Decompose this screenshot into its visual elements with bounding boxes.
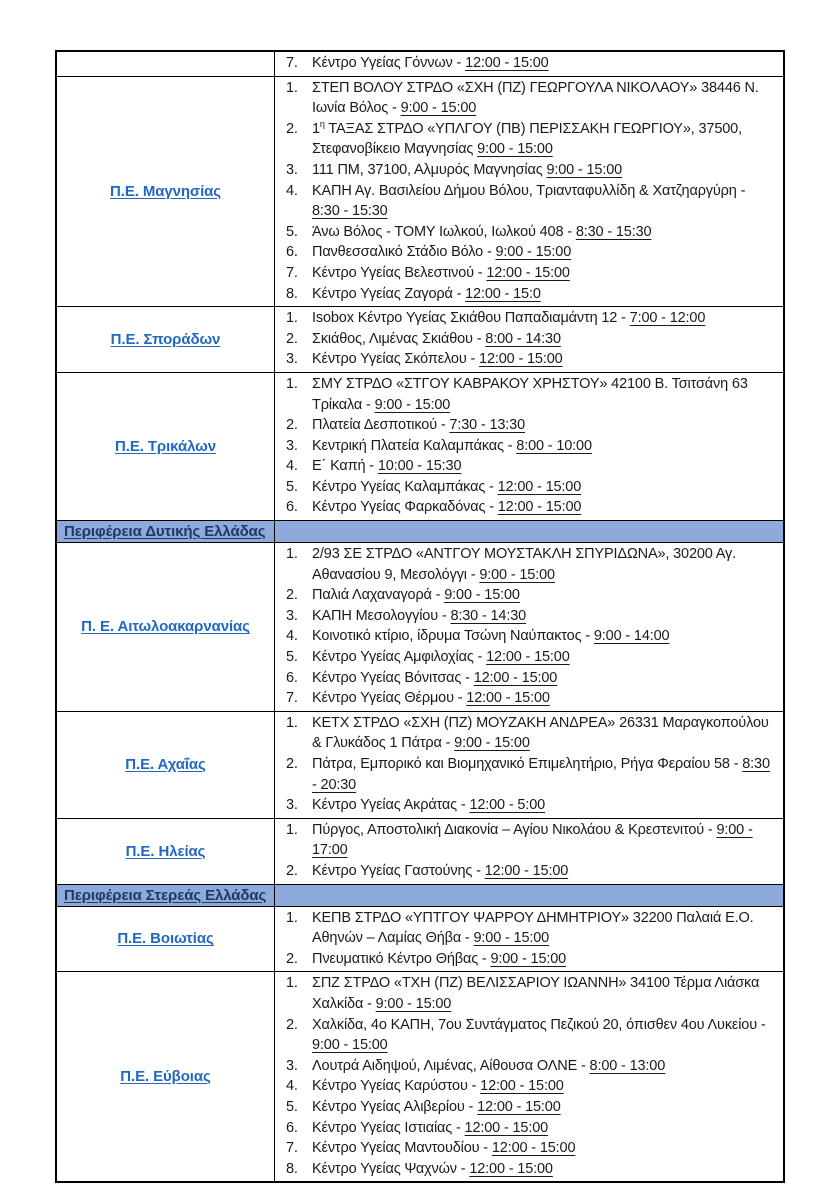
- item-text: Πνευματικό Κέντρο Θήβας - 9:00 - 15:00: [312, 950, 567, 967]
- item-text: Κέντρο Υγείας Θέρμου - 12:00 - 15:00: [312, 690, 550, 707]
- item-time: 12:00 - 15:00: [484, 862, 569, 879]
- item-number: 2.: [286, 862, 298, 879]
- item-text: Κέντρο Υγείας Αμφιλοχίας - 12:00 - 15:00: [312, 649, 570, 666]
- item-time: 12:00 - 15:00: [473, 669, 558, 686]
- list-item: [275, 973, 771, 1014]
- item-number: 8.: [286, 285, 298, 302]
- item-time: 7:30 - 13:30: [449, 417, 526, 434]
- list-item: [275, 754, 771, 795]
- item-text: Κέντρο Υγείας Βόνιτσας - 12:00 - 15:00: [312, 669, 558, 686]
- region-cell: [57, 307, 275, 372]
- item-number: 3.: [286, 797, 298, 814]
- item-text: ΚΑΠΗ Αγ. Βασιλείου Δήμου Βόλου, Τριανταφυλλίδη & Χατζηαργύρη - 8:30 - 15:30: [312, 182, 746, 220]
- item-time: 12:00 - 15:00: [497, 478, 582, 495]
- item-time: 9:00 - 14:00: [593, 628, 670, 645]
- list-item: [275, 78, 771, 119]
- list-item: [275, 284, 771, 305]
- item-number: 6.: [286, 1119, 298, 1136]
- item-time: 9:00 - 15:00: [374, 396, 451, 413]
- list-item: [275, 119, 771, 160]
- list-item: [275, 647, 771, 668]
- region-label[interactable]: Π.Ε. Αχαΐας: [125, 756, 206, 774]
- region-label[interactable]: Π.Ε. Τρικάλων: [115, 437, 216, 455]
- table-row: [57, 972, 783, 1181]
- item-number: 5.: [286, 223, 298, 240]
- item-text: Κέντρο Υγείας Ιστιαίας - 12:00 - 15:00: [312, 1119, 549, 1136]
- item-text: Άνω Βόλος - ΤΟΜΥ Ιωλκού, Ιωλκού 408 - 8:30 - 15:30: [312, 223, 652, 240]
- section-band-row: [57, 521, 783, 543]
- schedule-table: [55, 50, 785, 1183]
- region-label[interactable]: Π.Ε. Βοιωτίας: [117, 930, 214, 948]
- list-item: [275, 374, 771, 415]
- item-number: 3.: [286, 437, 298, 454]
- list-item: [275, 820, 771, 861]
- item-time: 12:00 - 15:00: [486, 649, 570, 666]
- item-time: 12:00 - 15:00: [491, 1140, 576, 1157]
- item-text: Παλιά Λαχαναγορά - 9:00 - 15:00: [312, 587, 520, 604]
- item-number: 3.: [286, 607, 298, 624]
- region-cell: [57, 907, 275, 972]
- item-text: Κέντρο Υγείας Βελεστινού - 12:00 - 15:00: [312, 264, 570, 281]
- item-number: 6.: [286, 669, 298, 686]
- item-number: 1.: [286, 79, 298, 96]
- list-item: [275, 436, 771, 457]
- item-text: Ε΄ Καπή - 10:00 - 15:30: [312, 458, 462, 475]
- item-number: 7.: [286, 1140, 298, 1157]
- item-time: 8:30 - 15:30: [312, 203, 388, 220]
- item-time: 12:00 - 15:00: [486, 264, 570, 281]
- list-item: [275, 795, 771, 816]
- item-time: 8:00 - 13:00: [589, 1057, 666, 1074]
- item-text: Κέντρο Υγείας Αλιβερίου - 12:00 - 15:00: [312, 1098, 561, 1115]
- list-item: [275, 713, 771, 754]
- items-cell: [275, 373, 783, 520]
- list-item: [275, 668, 771, 689]
- item-text: Κεντρική Πλατεία Καλαμπάκας - 8:00 - 10:00: [312, 437, 592, 454]
- item-number: 3.: [286, 161, 298, 178]
- region-cell: [57, 373, 275, 520]
- list-item: [275, 181, 771, 222]
- items-cell: [275, 972, 783, 1181]
- item-number: 6.: [286, 244, 298, 261]
- list-item: [275, 688, 771, 709]
- item-text: Κέντρο Υγείας Καρύστου - 12:00 - 15:00: [312, 1078, 564, 1095]
- list-item: [275, 349, 771, 370]
- list-item: [275, 1138, 771, 1159]
- item-time: 9:00 - 15:00: [312, 1037, 388, 1054]
- items-cell: [275, 77, 783, 307]
- item-time: 12:00 - 15:00: [469, 1160, 553, 1177]
- item-number: 4.: [286, 1078, 298, 1095]
- list-item: [275, 263, 771, 284]
- list-item: [275, 477, 771, 498]
- items-cell: [275, 307, 783, 372]
- item-number: 1.: [286, 909, 298, 926]
- item-text: 111 ΠΜ, 37100, Αλμυρός Μαγνησίας 9:00 - 15:00: [312, 161, 623, 178]
- list-item: [275, 1097, 771, 1118]
- item-number: 1.: [286, 821, 298, 838]
- list-item: [275, 53, 771, 74]
- item-time: 9:00 - 15:00: [495, 244, 572, 261]
- item-text: Κέντρο Υγείας Γαστούνης - 12:00 - 15:00: [312, 862, 569, 879]
- item-number: 1.: [286, 375, 298, 392]
- item-text: Πλατεία Δεσποτικού - 7:30 - 13:30: [312, 417, 526, 434]
- section-band-cell: [57, 521, 275, 542]
- items-cell: [275, 819, 783, 884]
- item-number: 2.: [286, 417, 298, 434]
- table-row: [57, 543, 783, 712]
- item-time: 8:30 - 20:30: [312, 756, 770, 793]
- item-time: 9:00 - 15:00: [490, 950, 567, 967]
- item-text: Πάτρα, Εμπορικό και Βιομηχανικό Επιμελητήριο, Ρήγα Φεραίου 58 - 8:30 - 20:30: [312, 756, 770, 793]
- items-cell: [275, 52, 783, 76]
- item-time: 12:00 - 15:00: [497, 499, 582, 516]
- region-label[interactable]: Π.Ε. Μαγνησίας: [110, 182, 221, 200]
- list-item: [275, 861, 771, 882]
- item-number: 2.: [286, 1016, 298, 1033]
- item-number: 5.: [286, 478, 298, 495]
- section-band-row: [57, 885, 783, 907]
- item-text: Πανθεσσαλικό Στάδιο Βόλο - 9:00 - 15:00: [312, 244, 572, 261]
- item-time: 8:30 - 15:30: [575, 223, 652, 240]
- item-time: 9:00 - 15:00: [473, 930, 550, 947]
- item-text: Κέντρο Υγείας Ψαχνών - 12:00 - 15:00: [312, 1160, 553, 1177]
- item-time: 9:00 - 15:00: [546, 161, 623, 178]
- item-time: 9:00 - 15:00: [454, 735, 530, 752]
- item-number: 4.: [286, 628, 298, 645]
- item-number: 3.: [286, 1057, 298, 1074]
- item-number: 6.: [286, 499, 298, 516]
- item-time: 12:00 - 15:00: [465, 55, 549, 71]
- list-item: [275, 160, 771, 181]
- list-item: [275, 606, 771, 627]
- item-number: 1.: [286, 310, 298, 327]
- item-text: ΣΠΖ ΣΤΡΔΟ «ΤΧΗ (ΠΖ) ΒΕΛΙΣΣΑΡΙΟΥ ΙΩΑΝΝΗ» 34100 Τέρμα Λιάσκα Χαλκίδα - 9:00 - 15:00: [312, 975, 760, 1012]
- item-text: ΣΤΕΠ ΒΟΛΟΥ ΣΤΡΔΟ «ΣΧΗ (ΠΖ) ΓΕΩΡΓΟΥΛΑ ΝΙΚΟΛΑΟΥ» 38446 Ν. Ιωνία Βόλος - 9:00 - 15:00: [312, 79, 759, 117]
- table-row: [57, 712, 783, 819]
- item-number: 2.: [286, 330, 298, 347]
- item-number: 2.: [286, 120, 298, 137]
- region-cell: [57, 819, 275, 884]
- list-item: [275, 1076, 771, 1097]
- item-text: ΚΑΠΗ Μεσολογγίου - 8:30 - 14:30: [312, 607, 527, 624]
- item-text: Κέντρο Υγείας Σκόπελου - 12:00 - 15:00: [312, 351, 563, 368]
- list-item: [275, 329, 771, 350]
- section-band-label[interactable]: Περιφέρεια Δυτικής Ελλάδας: [64, 523, 266, 541]
- item-text: Κέντρο Υγείας Ζαγορά - 12:00 - 15:0: [312, 285, 541, 302]
- item-text: 2/93 ΣΕ ΣΤΡΔΟ «ΑΝΤΓΟΥ ΜΟΥΣΤΑΚΛΗ ΣΠΥΡΙΔΩΝΑ», 30200 Αγ. Αθανασίου 9, Μεσολόγγι - 9:00 - 15:00: [312, 546, 737, 583]
- list-item: [275, 626, 771, 647]
- item-time: 12:00 - 15:00: [479, 351, 563, 368]
- item-text: Κέντρο Υγείας Μαντουδίου - 12:00 - 15:00: [312, 1140, 576, 1157]
- item-number: 1.: [286, 546, 298, 563]
- item-number: 1.: [286, 714, 298, 731]
- item-time: 8:00 - 14:30: [485, 330, 561, 347]
- item-text: $1^\eta$ ΤΑΞΑΣ ΣΤΡΔΟ «ΥΠΛΓΟΥ (ΠΒ) ΠΕΡΙΣΣΑΚΗ ΓΕΩΡΓΙΟΥ», 37500, Στεφανοβίκειο Μαγνησίας 9:00 - 15:00: [312, 118, 742, 158]
- section-band-empty-cell: [275, 885, 783, 906]
- region-label[interactable]: Π.Ε. Σποράδων: [110, 331, 221, 349]
- item-time: 12:00 - 15:00: [480, 1078, 564, 1095]
- section-band-cell: [57, 885, 275, 906]
- item-time: 12:00 - 15:0: [465, 285, 541, 302]
- item-time: 12:00 - 15:00: [464, 1119, 549, 1136]
- item-text: Πύργος, Αποστολική Διακονία – Αγίου Νικολάου & Κρεστενιτού - 9:00 - 17:00: [312, 821, 753, 859]
- table-row: [57, 77, 783, 308]
- item-time: 9:00 - 15:00: [375, 995, 452, 1012]
- items-cell: [275, 712, 783, 818]
- item-number: 5.: [286, 649, 298, 666]
- list-item: [275, 1159, 771, 1180]
- table-row: [57, 373, 783, 521]
- list-item: [275, 308, 771, 329]
- table-row: [57, 907, 783, 973]
- item-number: 2.: [286, 756, 298, 772]
- table-row: [57, 307, 783, 373]
- item-time: 12:00 - 15:00: [466, 690, 550, 707]
- item-time: 9:00 - 17:00: [312, 821, 753, 859]
- item-text: Κέντρο Υγείας Γόννων - 12:00 - 15:00: [312, 55, 549, 71]
- item-time: 12:00 - 5:00: [469, 797, 546, 814]
- section-band-label[interactable]: Περιφέρεια Στερεάς Ελλάδας: [64, 886, 267, 904]
- list-item: [275, 415, 771, 436]
- item-number: 2.: [286, 587, 298, 604]
- item-text: ΚΕΤΧ ΣΤΡΔΟ «ΣΧΗ (ΠΖ) ΜΟΥΖΑΚΗ ΑΝΔΡΕΑ» 26331 Μαραγκοπούλου & Γλυκάδος 1 Πάτρα - 9:00 - 15:00: [312, 714, 769, 752]
- list-item: [275, 585, 771, 606]
- item-text: Χαλκίδα, 4ο ΚΑΠΗ, 7ου Συντάγματος Πεζικού 20, όπισθεν 4ου Λυκείου - 9:00 - 15:00: [312, 1016, 766, 1054]
- item-time: 9:00 - 15:00: [479, 566, 555, 583]
- item-text: Κέντρο Υγείας Καλαμπάκας - 12:00 - 15:00: [312, 478, 582, 495]
- list-item: [275, 908, 771, 949]
- list-item: [275, 497, 771, 518]
- item-time: 7:00 - 12:00: [629, 310, 706, 327]
- item-time: 8:00 - 10:00: [516, 437, 592, 454]
- item-number: 7.: [286, 264, 298, 281]
- region-label[interactable]: Π.Ε. Ηλείας: [125, 842, 206, 860]
- item-number: 5.: [286, 1098, 298, 1115]
- list-item: [275, 1056, 771, 1077]
- item-text: Isobox Κέντρο Υγείας Σκιάθου Παπαδιαμάντη 12 - 7:00 - 12:00: [312, 310, 706, 327]
- region-cell: [57, 972, 275, 1181]
- item-time: 9:00 - 15:00: [400, 100, 477, 117]
- item-number: 3.: [286, 351, 298, 368]
- item-time: 9:00 - 15:00: [444, 587, 520, 604]
- region-cell: [57, 77, 275, 307]
- items-cell: [275, 543, 783, 711]
- item-number: 2.: [286, 950, 298, 967]
- item-number: 7.: [286, 55, 298, 71]
- item-number: 8.: [286, 1160, 298, 1177]
- region-cell: [57, 712, 275, 818]
- region-cell: [57, 543, 275, 711]
- list-item: [275, 544, 771, 585]
- item-text: ΣΜΥ ΣΤΡΔΟ «ΣΤΓΟΥ ΚΑΒΡΑΚΟΥ ΧΡΗΣΤΟΥ» 42100 Β. Τσιτσάνη 63 Τρίκαλα - 9:00 - 15:00: [312, 375, 748, 413]
- table-row: [57, 52, 783, 77]
- item-text: Κοινοτικό κτίριο, ίδρυμα Τσώνη Ναύπακτος - 9:00 - 14:00: [312, 628, 670, 645]
- item-number: 4.: [286, 458, 298, 475]
- item-number: 4.: [286, 182, 298, 199]
- item-number: 1.: [286, 975, 298, 992]
- item-text: Κέντρο Υγείας Φαρκαδόνας - 12:00 - 15:00: [312, 499, 582, 516]
- table-row: [57, 819, 783, 885]
- item-text: Κέντρο Υγείας Ακράτας - 12:00 - 5:00: [312, 797, 546, 814]
- region-label[interactable]: Π.Ε. Εύβοιας: [120, 1068, 211, 1086]
- item-number: 7.: [286, 690, 298, 707]
- item-text: ΚΕΠΒ ΣΤΡΔΟ «ΥΠΤΓΟΥ ΨΑΡΡΟΥ ΔΗΜΗΤΡΙΟΥ» 32200 Παλαιά Ε.Ο. Αθηνών – Λαμίας Θήβα - 9:00 - 15:00: [312, 909, 754, 947]
- list-item: [275, 222, 771, 243]
- list-item: [275, 1015, 771, 1056]
- region-cell: [57, 52, 275, 76]
- item-time: 8:30 - 14:30: [450, 607, 527, 624]
- section-band-empty-cell: [275, 521, 783, 542]
- item-time: 9:00 - 15:00: [477, 141, 553, 158]
- item-time: 12:00 - 15:00: [477, 1098, 561, 1115]
- list-item: [275, 242, 771, 263]
- item-text: Λουτρά Αιδηψού, Λιμένας, Αίθουσα ΟΛΝΕ - 8:00 - 13:00: [312, 1057, 666, 1074]
- item-time: 10:00 - 15:30: [377, 458, 462, 475]
- list-item: [275, 456, 771, 477]
- region-label[interactable]: Π. Ε. Αιτωλοακαρνανίας: [81, 618, 250, 636]
- list-item: [275, 1118, 771, 1139]
- items-cell: [275, 907, 783, 972]
- list-item: [275, 949, 771, 970]
- item-text: Σκιάθος, Λιμένας Σκιάθου - 8:00 - 14:30: [312, 330, 561, 347]
